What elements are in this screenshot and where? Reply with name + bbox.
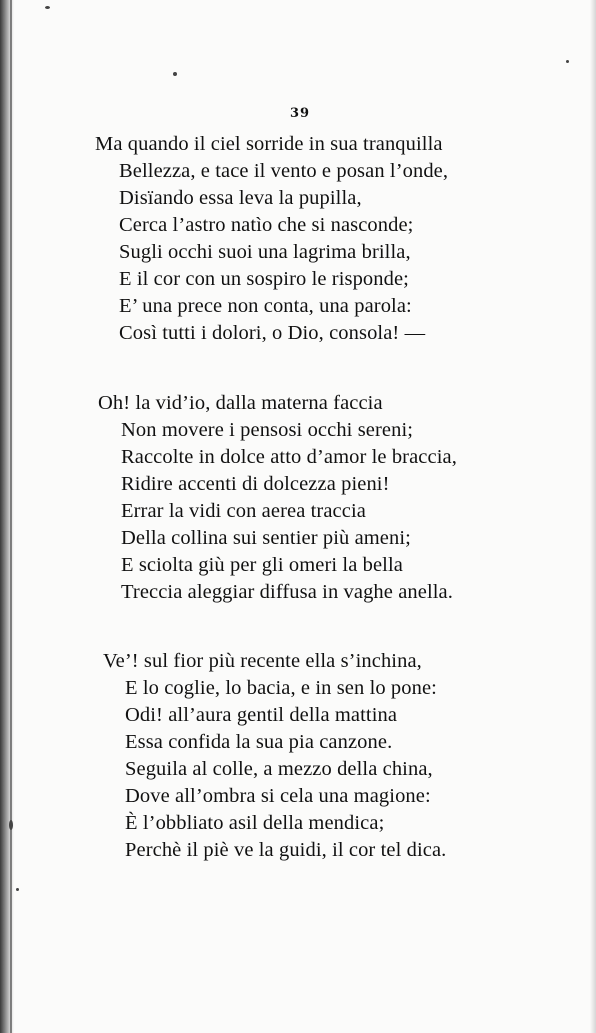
verse-line: Disïando essa leva la pupilla, xyxy=(119,187,362,209)
verse-line: Sugli occhi suoi una lagrima brilla, xyxy=(119,241,411,263)
ink-speck xyxy=(16,888,19,891)
verse-line: E lo coglie, lo bacia, e in sen lo pone: xyxy=(125,677,437,699)
verse-line: Essa confida la sua pia canzone. xyxy=(125,731,393,753)
verse-line: Odi! all’aura gentil della mattina xyxy=(125,704,398,726)
verse-line: E il cor con un sospiro le risponde; xyxy=(119,268,409,290)
verse-line: E’ una prece non conta, una parola: xyxy=(119,295,412,317)
verse-line: Errar la vidi con aerea traccia xyxy=(121,500,366,522)
verse-line: È l’obbliato asil della mendica; xyxy=(125,812,385,834)
ink-speck xyxy=(566,60,569,63)
page-number: 39 xyxy=(290,106,311,121)
verse-line: Bellezza, e tace il vento e posan l’onde, xyxy=(119,160,449,182)
ink-speck xyxy=(45,6,50,9)
verse-line: Dove all’ombra si cela una magione: xyxy=(125,785,431,807)
verse-line: E sciolta giù per gli omeri la bella xyxy=(121,554,403,576)
verse-line: Non movere i pensosi occhi sereni; xyxy=(121,419,414,441)
verse-line: Ridire accenti di dolcezza pieni! xyxy=(121,473,390,495)
verse-line: Così tutti i dolori, o Dio, consola! — xyxy=(119,322,426,344)
page-binding-edge xyxy=(10,0,12,1033)
verse-line: Seguila al colle, a mezzo della china, xyxy=(125,758,433,780)
verse-line: Ma quando il ciel sorride in sua tranquilla xyxy=(95,133,443,155)
ink-speck xyxy=(173,72,177,76)
verse-line: Treccia aleggiar diffusa in vaghe anella. xyxy=(121,581,453,603)
verse-line: Raccolte in dolce atto d’amor le braccia, xyxy=(121,446,457,468)
ink-speck xyxy=(9,820,13,830)
verse-line: Oh! la vid’io, dalla materna faccia xyxy=(98,392,383,414)
verse-line: Perchè il piè ve la guidi, il cor tel dica. xyxy=(125,839,447,861)
verse-line: Della collina sui sentier più ameni; xyxy=(121,527,411,549)
verse-line: Ve’! sul fior più recente ella s’inchina, xyxy=(103,650,422,672)
verse-line: Cerca l’astro natìo che si nasconde; xyxy=(119,214,414,236)
page-right-edge xyxy=(590,0,596,1033)
